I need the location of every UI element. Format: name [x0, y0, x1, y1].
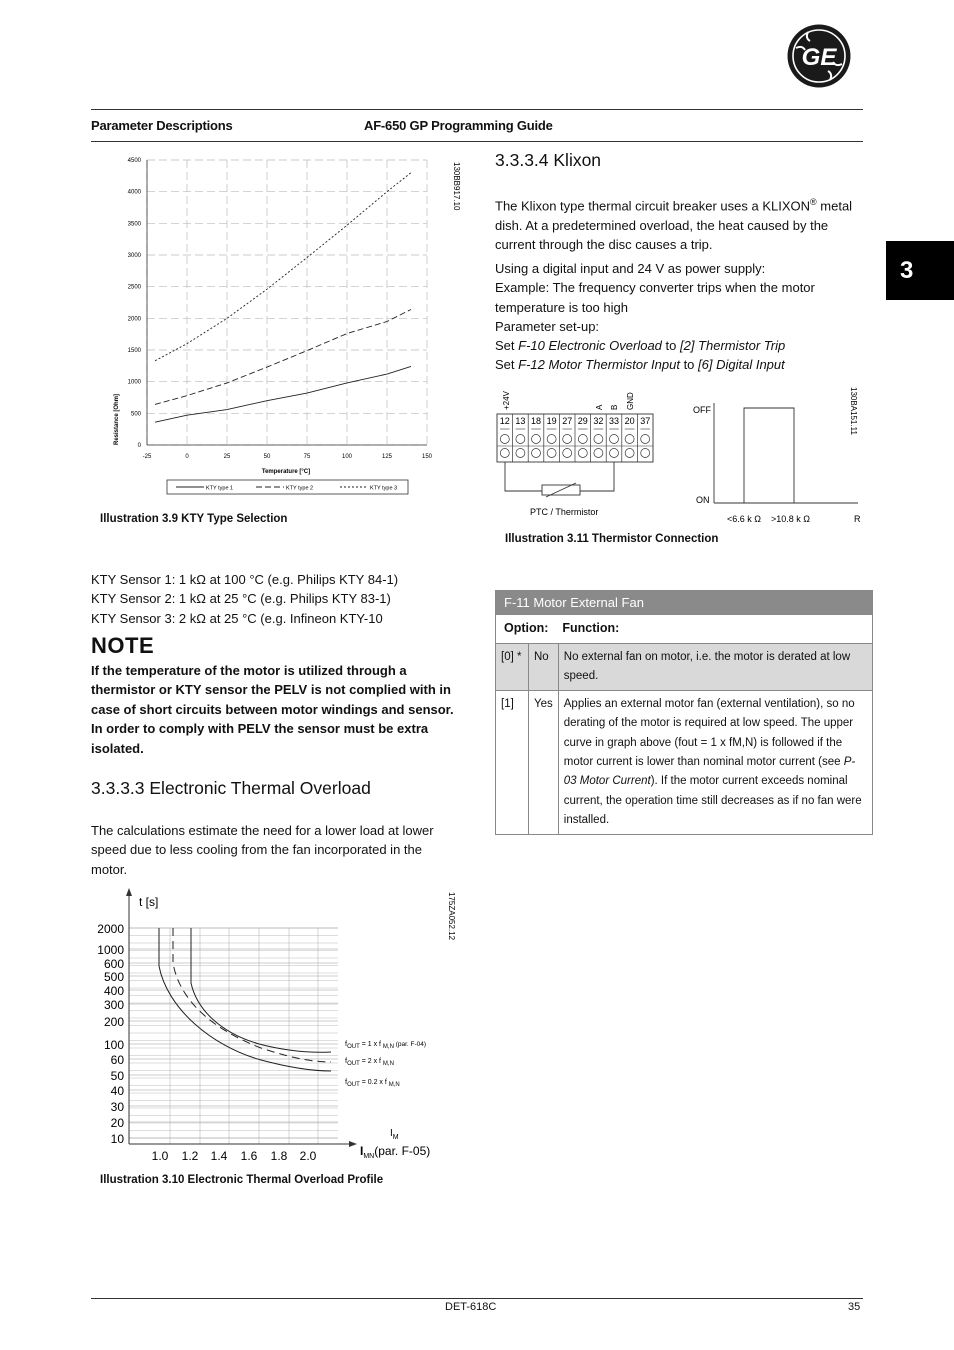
table-title: F-11 Motor External Fan [496, 591, 873, 615]
kty-x-tick: 150 [421, 454, 433, 460]
section-3-3-3-3-paragraph: The calculations estimate the need for a lower load at lower speed due to less cooling from the fan incorporated in the motor. [91, 823, 434, 877]
running-header-section: Parameter Descriptions [91, 118, 233, 133]
label-b: B [610, 404, 619, 410]
kty-y-tick: 2000 [127, 316, 141, 323]
kty-legend-entry: KTY type 3 [370, 485, 398, 492]
eto-y-tick: 600 [103, 957, 124, 971]
kty-chart [108, 150, 463, 500]
eto-figure-code: 175ZA052.12 [447, 892, 456, 941]
thermistor-connection-diagram [490, 383, 870, 523]
kty-series-line [155, 173, 411, 361]
kty-series-line [155, 366, 411, 422]
kty-x-axis-label: Temperature [°C] [261, 469, 311, 475]
footer-doc-code: DET-618C [445, 1301, 497, 1313]
kty-x-tick: 50 [263, 454, 271, 460]
section-3-3-3-3-heading: 3.3.3.3 Electronic Thermal Overload [91, 778, 371, 798]
kty-y-tick: 0 [137, 443, 141, 449]
running-header-guide: AF-650 GP Programming Guide [364, 118, 553, 133]
r-label: R [854, 514, 861, 523]
kty-y-tick: 1000 [127, 379, 141, 386]
svg-text:IM [390, 1128, 399, 1141]
kty-y-tick: 3500 [127, 221, 141, 228]
ptc-label: PTC / Thermistor [530, 507, 599, 517]
terminal-number: 13 [515, 416, 526, 426]
thermal-overload-chart [91, 888, 461, 1168]
kty-sensor-1: KTY Sensor 1: 1 kΩ at 100 °C (e.g. Philips KTY 84-1) [91, 572, 399, 587]
eto-y-tick: 30 [110, 1100, 124, 1114]
label-a: A [595, 404, 604, 410]
eto-curve [159, 928, 331, 1071]
svg-text:IMN(par. F-05) [360, 1144, 430, 1160]
eto-x-tick: 1.6 [240, 1149, 258, 1163]
kty-x-tick: 0 [185, 454, 189, 460]
thc-figure-code: 130BA151.11 [849, 387, 858, 435]
figure-3-11-caption: Illustration 3.11 Thermistor Connection [505, 533, 719, 545]
kty-y-tick: 1500 [127, 348, 141, 354]
page-number: 35 [848, 1301, 861, 1313]
kty-y-axis-label: Resistance [Ohm] [114, 393, 120, 445]
eto-y-tick: 500 [103, 970, 124, 984]
svg-text:GE: GE [801, 44, 837, 71]
kty-y-tick: 500 [130, 411, 141, 418]
kty-x-tick: -25 [142, 454, 152, 460]
terminal-number: 19 [546, 416, 557, 426]
eto-y-tick: 2000 [97, 922, 124, 936]
terminal-number: 18 [530, 416, 542, 426]
kty-x-tick: 100 [341, 454, 353, 460]
kty-x-tick: 25 [223, 454, 231, 460]
klixon-paragraph-2: Using a digital input and 24 V as power supply: Example: The frequency converter trips when the motor temperature is too high Parameter set-up: Set F-10 Electronic Overload to [2] Thermistor Trip Set F-12 Motor Thermistor Input to [6] Digital Input [495, 261, 815, 373]
eto-curve-label: $f_{OUT} = 2$ x f $_{M,N}$ [345, 1056, 394, 1067]
chapter-tab: 3 [886, 241, 954, 300]
kty-y-tick: 4500 [127, 158, 141, 164]
figure-3-10-caption: Illustration 3.10 Electronic Thermal Overload Profile [100, 1174, 384, 1186]
terminal-number: 20 [624, 416, 635, 426]
ge-logo [786, 23, 852, 89]
eto-x-axis-par: (par. F-05) [374, 1144, 431, 1158]
label-gnd: GND [626, 392, 635, 410]
eto-y-tick: 20 [110, 1116, 124, 1130]
eto-x-tick: 1.4 [210, 1149, 228, 1163]
kty-legend-entry: KTY type 2 [286, 485, 314, 492]
label-24v: +24V [502, 391, 511, 410]
eto-y-axis-label: t [s] [139, 895, 159, 909]
eto-y-tick: 300 [103, 998, 124, 1012]
eto-y-tick: 60 [110, 1053, 124, 1067]
eto-x-tick: 1.0 [151, 1149, 169, 1163]
eto-curve-label: $f_{OUT} = 0.2$ x f $_{M,N}$ [345, 1077, 400, 1088]
kty-sensor-3: KTY Sensor 3: 2 kΩ at 25 °C (e.g. Infineon KTY-10 [91, 610, 383, 626]
off-label: OFF [693, 405, 711, 415]
eto-x-axis-sub: MN [363, 1153, 375, 1160]
x-label-low: <6.6 k Ω [727, 514, 761, 523]
terminal-number: 12 [499, 416, 510, 426]
kty-x-tick: 75 [303, 454, 311, 460]
eto-y-tick: 400 [103, 984, 124, 998]
figure-3-9-caption: Illustration 3.9 KTY Type Selection [100, 513, 288, 525]
kty-y-tick: 2500 [127, 284, 141, 291]
kty-y-tick: 4000 [127, 189, 141, 196]
table-row: [0] * No No external fan on motor, i.e. the motor is derated at low speed. [496, 643, 873, 691]
eto-x-tick: 2.0 [299, 1149, 317, 1163]
eto-y-tick: 40 [110, 1084, 124, 1098]
kty-sensor-2: KTY Sensor 2: 1 kΩ at 25 °C (e.g. Philips KTY 83-1) [91, 591, 391, 607]
note-text: If the temperature of the motor is utilized through a thermistor or KTY sensor the PELV is not complied with in case of short circuits between motor windings and sensor. In order to comply with PELV the sensor must be extra isolated. [91, 663, 454, 756]
eto-y-tick: 50 [110, 1069, 124, 1083]
eto-y-tick: 100 [103, 1038, 124, 1052]
eto-curve-label: $f_{OUT} = 1$ x f $_{M,N}$ (par. F-04) [345, 1039, 427, 1050]
eto-im-sub: M [392, 1134, 399, 1141]
terminal-number: 27 [562, 416, 573, 426]
x-label-high: >10.8 k Ω [771, 514, 811, 523]
kty-figure-code: 130BB917.10 [452, 162, 461, 211]
section-3-3-3-4-heading: 3.3.3.4 Klixon [495, 150, 602, 170]
eto-x-axis-label: I [360, 1144, 364, 1158]
klixon-paragraph-1: The Klixon type thermal circuit breaker uses a KLIXON® metal dish. At a predetermined overload, the heat caused by the current through the disc causes a trip. [495, 197, 853, 252]
eto-y-tick: 200 [103, 1015, 124, 1029]
eto-im-label: I [390, 1128, 393, 1139]
kty-y-tick: 3000 [127, 253, 141, 259]
table-columns: Option: Function: [496, 615, 873, 643]
kty-x-tick: 125 [381, 454, 393, 460]
terminal-number: 37 [640, 416, 651, 426]
eto-x-tick: 1.8 [270, 1149, 288, 1163]
eto-x-tick: 1.2 [181, 1149, 199, 1163]
parameter-table-f11 [495, 590, 873, 835]
note-title: NOTE [91, 633, 155, 658]
terminal-number: 29 [577, 416, 588, 426]
eto-y-tick: 10 [110, 1132, 124, 1146]
terminal-number: 32 [593, 416, 604, 426]
on-label: ON [696, 495, 710, 505]
kty-legend-entry: KTY type 1 [206, 485, 234, 492]
kty-series-line [155, 309, 411, 404]
table-row: [1] Yes Applies an external motor fan (external ventilation), so no derating of the motor is required at low speed. The upper curve in graph above (fout = 1 x fM,N) is followed if the motor current is lower than nominal motor current (see P-03 Motor Current). If the motor current exceeds nominal current, the operation time still decreases as if no fan were installed. [496, 691, 873, 835]
terminal-number: 33 [608, 416, 620, 426]
eto-y-tick: 1000 [97, 943, 124, 957]
